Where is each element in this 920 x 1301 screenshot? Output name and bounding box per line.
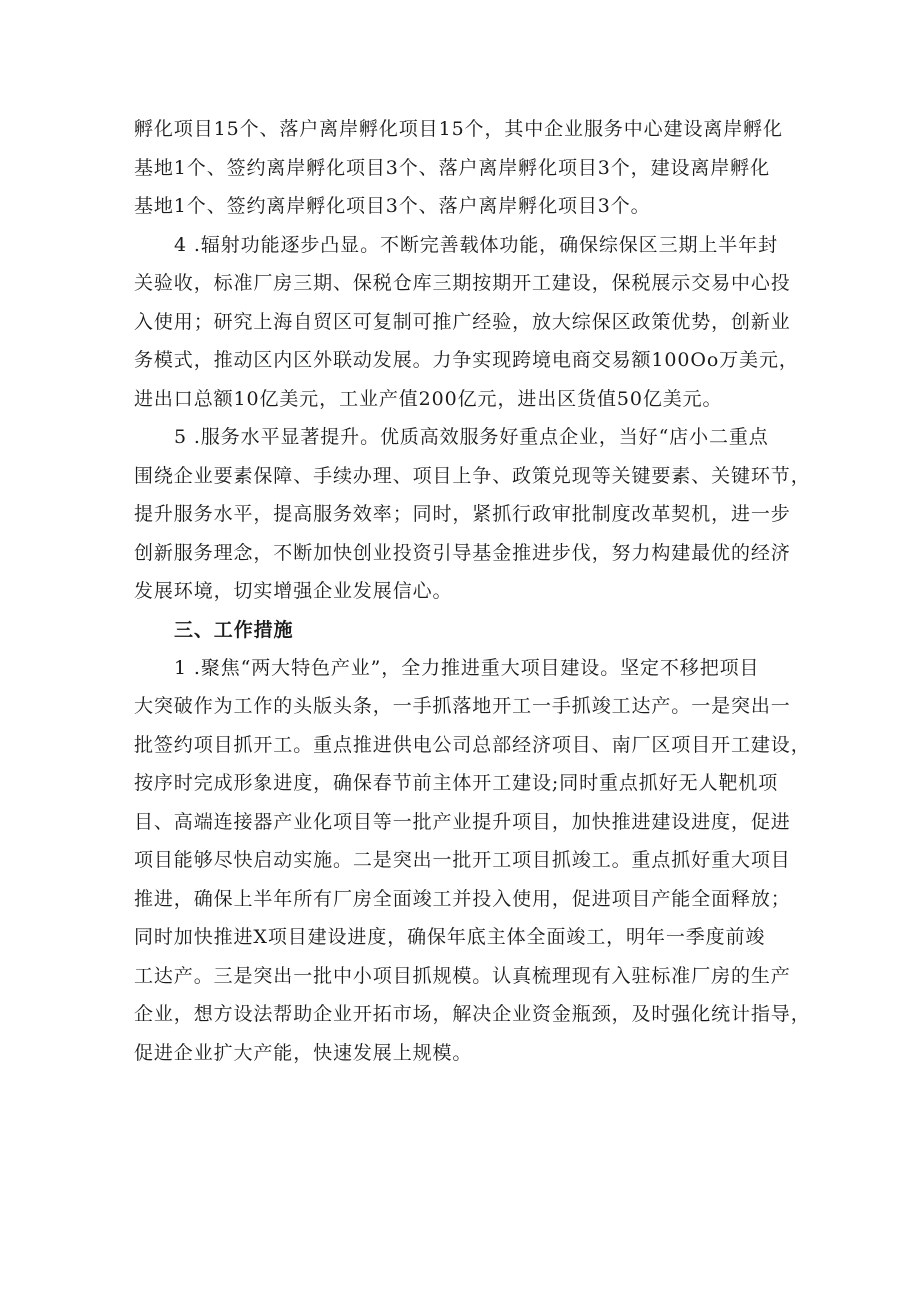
text-line: 同时加快推进X项目建设进度，确保年底主体全面竣工，明年一季度前竣 [134, 926, 766, 948]
text-line: 务模式，推动区内区外联动发展。力争实现跨境电商交易额100Oo万美元， [134, 349, 799, 371]
text-line: 基地1个、签约离岸孵化项目3个、落户离岸孵化项目3个。 [134, 195, 651, 217]
paragraph-4-start: 4 .辐射功能逐步凸显。不断完善载体功能，确保综保区三期上半年封 [174, 233, 778, 256]
text-line: 企业，想方设法帮助企业开拓市场，解决企业资金瓶颈，及时强化统计指导， [134, 1003, 811, 1025]
body-text [134, 110, 811, 1072]
text-line: 工达产。三是突出一批中小项目抓规模。认真梳理现有入驻标准厂房的生产 [134, 964, 791, 987]
text-line: 发展环境，切实增强企业发展信心。 [134, 580, 453, 602]
text-line: 孵化项目15个、落户离岸孵化项目15个，其中企业服务中心建设离岸孵化 [134, 118, 783, 140]
text-line: 进出口总额10亿美元，工业产值200亿元，进出区货值50亿美元。 [134, 387, 723, 410]
text-line: 推进，确保上半年所有厂房全面竣工并投入使用，促进项目产能全面释放； [134, 887, 791, 910]
text-line: 批签约项目抓开工。重点推进供电公司总部经济项目、南厂区项目开工建设， [134, 733, 811, 756]
text-line: 创新服务理念，不断加快创业投资引导基金推进步伐，努力构建最优的经济 [134, 541, 791, 564]
text-line: 目、高端连接器产业化项目等一批产业提升项目，加快推进建设进度，促进 [134, 810, 791, 833]
text-line: 项目能够尽快启动实施。二是突出一批开工项目抓竣工。重点抓好重大项目 [134, 849, 791, 871]
text-line: 促进企业扩大产能，快速发展上规模。 [134, 1041, 473, 1064]
section-heading: 三、工作措施 [174, 618, 294, 641]
text-line: 围绕企业要素保障、手续办理、项目上争、政策兑现等关键要素、关键环节， [134, 464, 811, 487]
measure-1-start: 1 .聚焦“两大特色产业”，全力推进重大项目建设。坚定不移把项目 [174, 656, 760, 679]
paragraph-5-start: 5 .服务水平显著提升。优质高效服务好重点企业，当好“店小二重点 [174, 426, 769, 448]
text-line: 关验收，标准厂房三期、保税仓库三期按期开工建设，保税展示交易中心投 [134, 272, 791, 294]
text-line: 按序时完成形象进度，确保春节前主体开工建设;同时重点抓好无人靶机项 [134, 772, 779, 794]
text-line: 大突破作为工作的头版头条，一手抓落地开工一手抓竣工达产。一是突出一 [134, 695, 791, 717]
text-line: 基地1个、签约离岸孵化项目3个、落户离岸孵化项目3个，建设离岸孵化 [134, 156, 770, 179]
text-line: 入使用；研究上海自贸区可复制可推广经验，放大综保区政策优势，创新业 [134, 310, 791, 333]
text-line: 提升服务水平，提高服务效率；同时，紧抓行政审批制度改革契机，进一步 [134, 503, 791, 525]
